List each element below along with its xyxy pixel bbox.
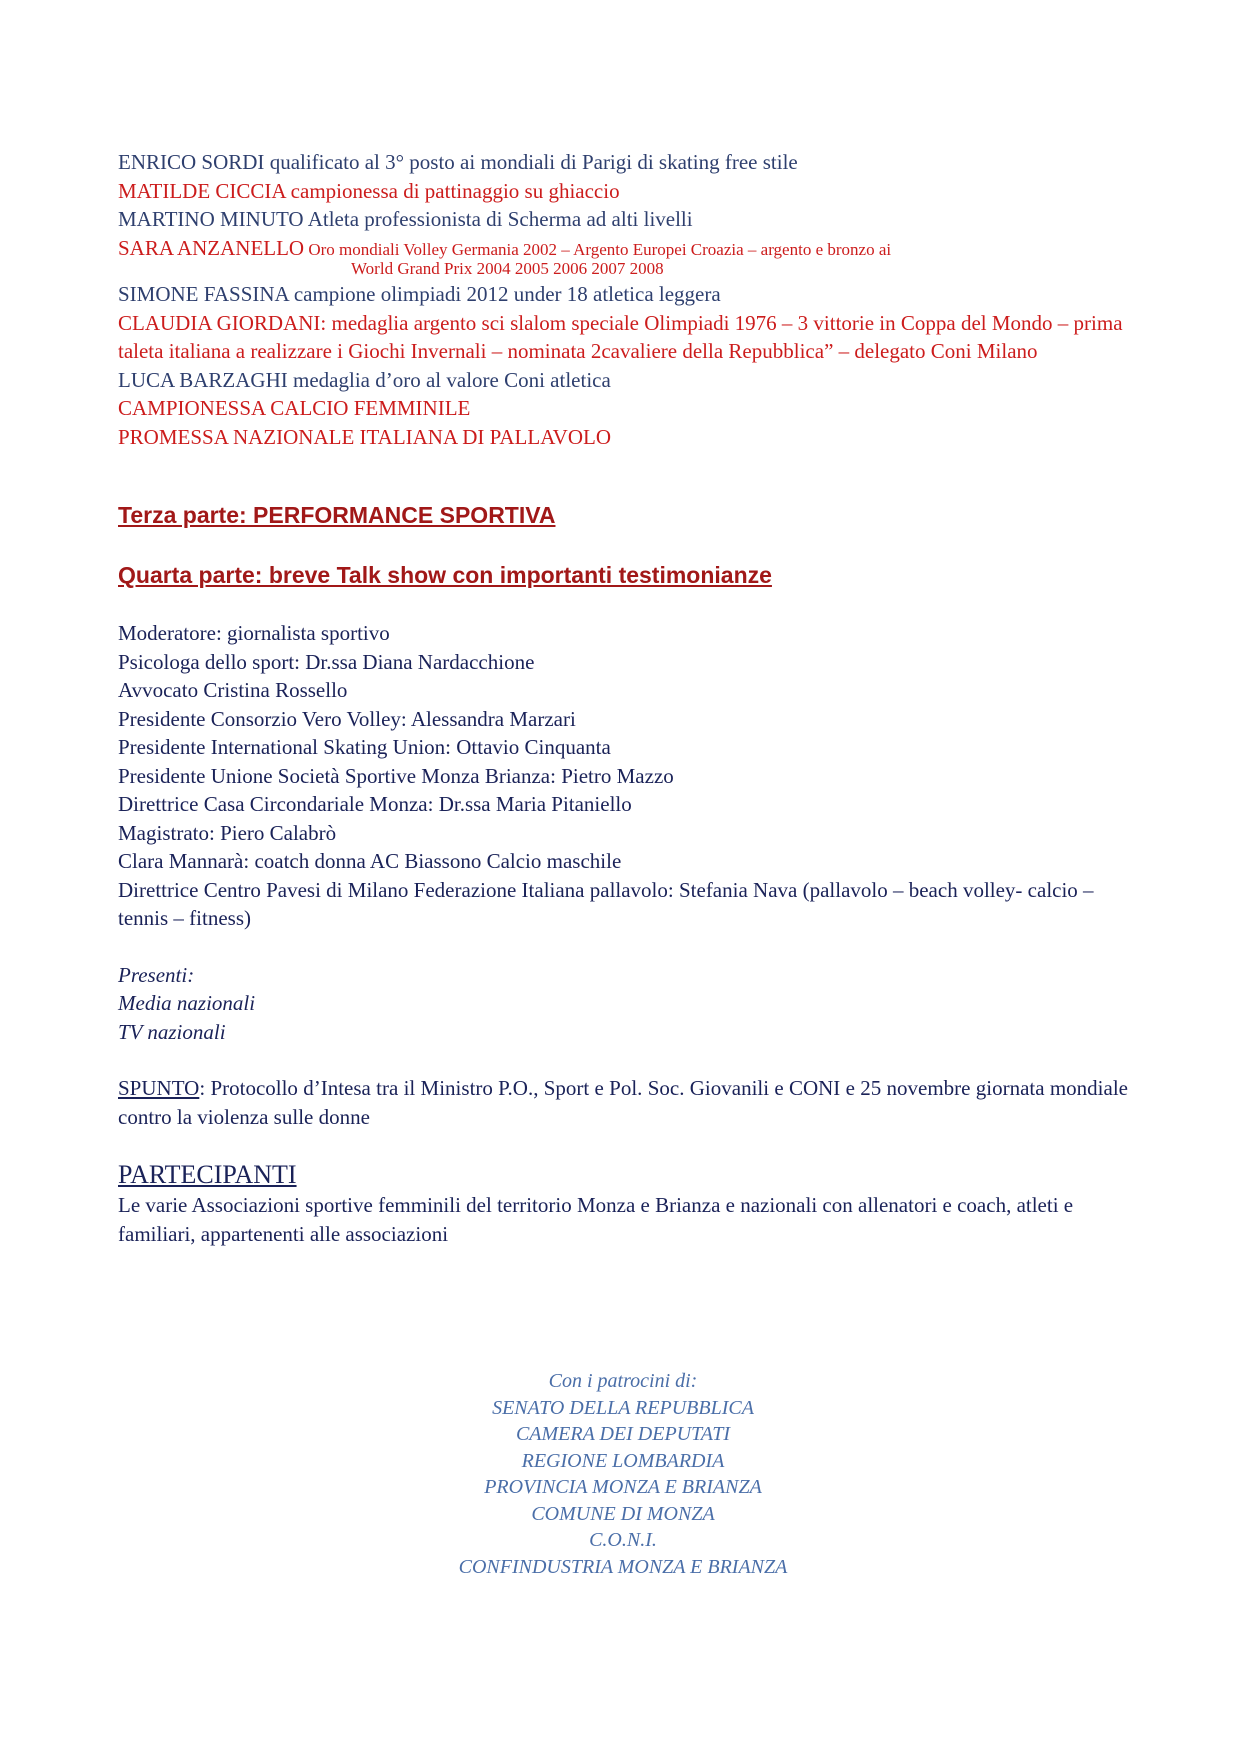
spunto-paragraph xyxy=(118,1074,1128,1131)
talk-show-item: Presidente Unione Società Sportive Monza Brianza: Pietro Mazzo xyxy=(118,763,674,788)
athlete-line xyxy=(118,177,1128,206)
patrocinio-item: CONFINDUSTRIA MONZA E BRIANZA xyxy=(458,1555,788,1578)
athlete-name: SARA ANZANELLO xyxy=(118,235,305,260)
athlete-line xyxy=(118,366,1128,395)
talk-show-item: Direttrice Casa Circondariale Monza: Dr.ssa Maria Pitaniello xyxy=(118,792,632,816)
athlete-name: MARTINO MINUTO xyxy=(118,207,304,231)
athlete-name: CLAUDIA GIORDANI xyxy=(118,310,321,335)
talk-show-item: Avvocato Cristina Rossello xyxy=(118,678,348,702)
athlete-desc: : medaglia argento sci slalom speciale Olimpiadi 1976 – 3 vittorie in Coppa del Mondo – prima taleta italiana a realizzare i Giochi Invernali – nominata 2cavaliere della Repubblica” – delegato Coni Milano xyxy=(118,310,1123,363)
talk-show-item: Direttrice Centro Pavesi di Milano Federazione Italiana pallavolo: Stefania Nava (pallavolo – beach volley- calcio – tennis – fitness) xyxy=(118,877,1094,930)
athlete-line xyxy=(118,309,1128,366)
talk-show-item: Moderatore: giornalista sportivo xyxy=(118,621,390,645)
athlete-line xyxy=(118,205,1128,234)
spunto-label: SPUNTO xyxy=(118,1076,200,1100)
athlete-desc-continued: World Grand Prix 2004 2005 2006 2007 2008 xyxy=(351,259,664,278)
section-heading-quarta: Quarta parte: breve Talk show con importanti testimonianze xyxy=(118,561,772,588)
athlete-line xyxy=(118,280,1128,309)
section-heading-terza: Terza parte: PERFORMANCE SPORTIVA xyxy=(118,502,556,528)
presenti-item: TV nazionali xyxy=(118,1019,226,1044)
patrocinio-item: CAMERA DEI DEPUTATI xyxy=(515,1423,731,1445)
athlete-line xyxy=(118,394,1128,423)
patrocinio-item: PROVINCIA MONZA E BRIANZA xyxy=(484,1476,762,1498)
talk-show-list xyxy=(118,619,1128,933)
athlete-desc: Oro mondiali Volley Germania 2002 – Argento Europei Croazia – argento e bronzo ai xyxy=(304,239,892,259)
talk-show-item: Clara Mannarà: coatch donna AC Biassono Calcio maschile xyxy=(118,849,622,873)
athletes-list xyxy=(118,148,1128,451)
athlete-desc: campionessa di pattinaggio su ghiaccio xyxy=(285,178,620,203)
presenti-title: Presenti: xyxy=(118,962,195,987)
athlete-line xyxy=(118,148,1128,177)
document-page xyxy=(118,148,1128,1248)
presenti-block xyxy=(118,961,1128,1047)
patrocini-block xyxy=(118,1368,1128,1580)
athlete-name: LUCA BARZAGHI xyxy=(118,367,288,392)
athlete-name: MATILDE CICCIA xyxy=(118,178,286,203)
talk-show-item: Presidente International Skating Union: Ottavio Cinquanta xyxy=(118,735,611,759)
patrocinio-item: REGIONE LOMBARDIA xyxy=(521,1449,725,1472)
talk-show-item: Psicologa dello sport: Dr.ssa Diana Nardacchione xyxy=(118,649,535,674)
patrocinio-item: COMUNE DI MONZA xyxy=(531,1502,715,1525)
athlete-name: ENRICO SORDI xyxy=(118,150,265,174)
talk-show-item: Presidente Consorzio Vero Volley: Alessandra Marzari xyxy=(118,706,576,731)
patrocinio-item: C.O.N.I. xyxy=(589,1529,657,1551)
partecipanti-title: PARTECIPANTI xyxy=(118,1160,297,1189)
partecipanti-text: Le varie Associazioni sportive femminili del territorio Monza e Brianza e nazionali con allenatori e coach, atleti e familiari, appartenenti alle associazioni xyxy=(118,1193,1074,1246)
athlete-line xyxy=(118,423,1128,452)
athlete-name: PROMESSA NAZIONALE ITALIANA DI PALLAVOLO xyxy=(118,424,611,449)
athlete-desc: Atleta professionista di Scherma ad alti livelli xyxy=(303,207,693,231)
spunto-text: : Protocollo d’Intesa tra il Ministro P.O., Sport e Pol. Soc. Giovanili e CONI e 25 novembre giornata mondiale contro la violenza sulle donne xyxy=(118,1076,1128,1129)
athlete-desc: campione olimpiadi 2012 under 18 atletica leggera xyxy=(288,282,721,306)
athlete-name: SIMONE FASSINA xyxy=(118,282,289,306)
patrocini-intro: Con i patrocini di: xyxy=(548,1370,698,1392)
athlete-name: CAMPIONESSA CALCIO FEMMINILE xyxy=(118,396,471,420)
talk-show-item: Magistrato: Piero Calabrò xyxy=(118,820,337,845)
athlete-desc: medaglia d’oro al valore Coni atletica xyxy=(287,367,611,392)
patrocinio-item: SENATO DELLA REPUBBLICA xyxy=(492,1396,754,1419)
presenti-item: Media nazionali xyxy=(118,991,256,1015)
athlete-desc: qualificato al 3° posto ai mondiali di Parigi di skating free stile xyxy=(264,150,798,174)
